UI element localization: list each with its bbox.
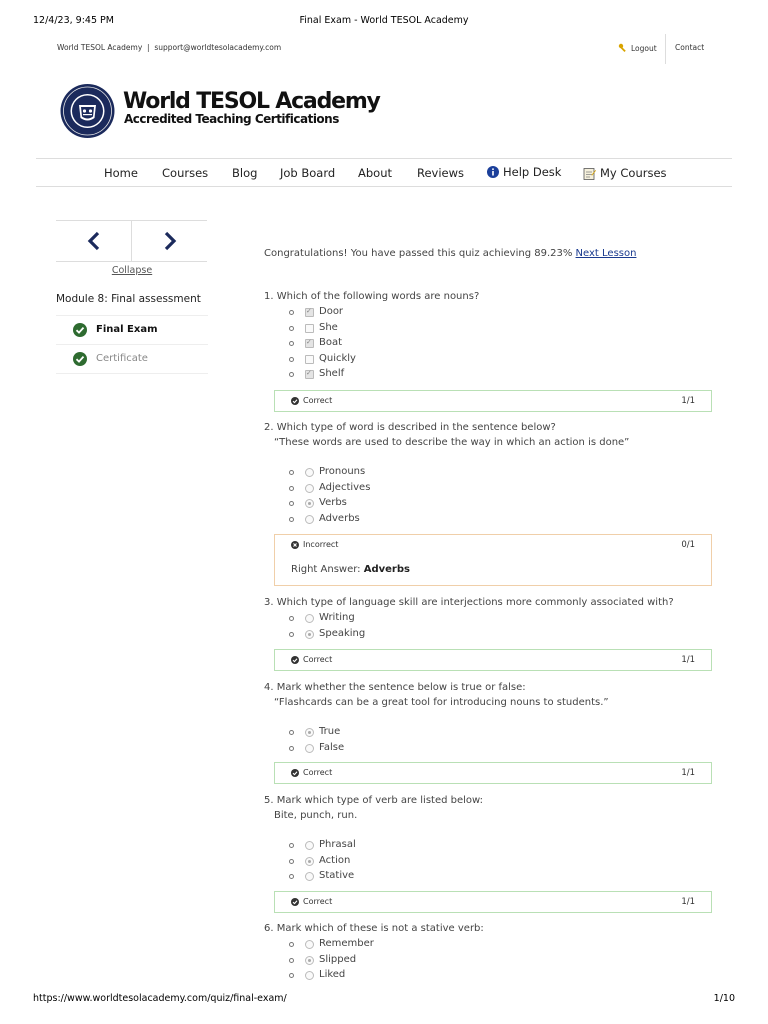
answer-option[interactable] (264, 480, 712, 496)
option-label: Speaking (319, 627, 366, 639)
answer-option[interactable] (264, 495, 712, 511)
logo-tagline: Accredited Teaching Certifications (124, 112, 339, 126)
question-score: 1/1 (681, 897, 695, 907)
result-label: Correct (303, 655, 333, 664)
result-status (291, 897, 332, 906)
nav-item-job-board[interactable] (280, 166, 335, 180)
right-answer-value: Adverbs (363, 564, 410, 575)
print-page-title: Final Exam - World TESOL Academy (299, 15, 469, 26)
print-datetime: 12/4/23, 9:45 PM (33, 15, 114, 26)
key-icon (618, 43, 628, 53)
option-label: Slipped (319, 953, 357, 965)
sidebar-item-final-exam[interactable] (56, 315, 208, 344)
answer-option[interactable] (264, 320, 712, 336)
contact-link[interactable]: Contact (675, 43, 705, 52)
nav-label: Home (104, 166, 138, 180)
checkbox[interactable] (305, 324, 314, 333)
question-text: 2. Which type of word is described in the sentence below? (264, 422, 556, 433)
pass-message (264, 248, 636, 259)
option-label: She (319, 321, 338, 333)
bullet-icon (289, 730, 294, 735)
radio-button[interactable] (305, 728, 314, 737)
answer-option[interactable] (264, 335, 712, 351)
answer-option[interactable] (264, 610, 712, 626)
nav-item-my-courses[interactable] (583, 166, 667, 180)
bullet-icon (289, 501, 294, 506)
answer-option[interactable] (264, 936, 712, 952)
info-icon (487, 166, 499, 178)
print-page-number: 1/10 (713, 993, 735, 1004)
radio-button[interactable] (305, 956, 314, 965)
answer-option[interactable] (264, 740, 712, 756)
next-lesson-button[interactable] (132, 227, 207, 255)
radio-button[interactable] (305, 971, 314, 980)
question-prompt: “These words are used to describe the way in which an action is done” (274, 437, 630, 448)
radio-button[interactable] (305, 940, 314, 949)
question-score: 0/1 (681, 540, 695, 550)
question-4 (264, 680, 712, 755)
radio-button[interactable] (305, 499, 314, 508)
sidebar-item-certificate[interactable] (56, 344, 208, 374)
bullet-icon (289, 632, 294, 637)
answer-option[interactable] (264, 626, 712, 642)
option-label: Shelf (319, 368, 345, 379)
bullet-icon (289, 874, 294, 879)
option-label: Pronouns (319, 466, 366, 477)
answer-option[interactable] (264, 351, 712, 367)
nav-item-help-desk[interactable] (487, 165, 561, 179)
checkbox[interactable] (305, 355, 314, 364)
radio-button[interactable] (305, 515, 314, 524)
question-text: 1. Which of the following words are nouns? (264, 291, 480, 302)
sidebar-item-label: Certificate (96, 353, 148, 364)
answer-option[interactable] (264, 967, 712, 983)
next-lesson-link[interactable]: Next Lesson (575, 248, 637, 259)
result-status (291, 768, 332, 777)
radio-button[interactable] (305, 872, 314, 881)
bullet-icon (289, 859, 294, 864)
answer-option[interactable] (264, 366, 712, 382)
bullet-icon (289, 372, 294, 377)
check-circle-icon (291, 397, 299, 405)
question-2 (264, 420, 712, 526)
result-box-correct (274, 649, 712, 671)
answer-option[interactable] (264, 952, 712, 968)
nav-item-reviews[interactable] (417, 166, 464, 180)
previous-lesson-button[interactable] (56, 227, 131, 255)
site-contact-info: World TESOL Academy | support@worldtesolacademy.com (57, 43, 282, 52)
answer-option[interactable] (264, 868, 712, 884)
print-header (0, 15, 768, 29)
radio-button[interactable] (305, 857, 314, 866)
option-label: Quickly (319, 352, 356, 364)
divider (665, 34, 666, 64)
module-title: Module 8: Final assessment (56, 293, 201, 305)
sidebar-item-label: Final Exam (96, 324, 158, 335)
nav-item-blog[interactable] (232, 166, 257, 180)
check-circle-icon (291, 769, 299, 777)
nav-label: About (358, 166, 393, 180)
option-label: Door (319, 306, 344, 317)
result-status (291, 396, 332, 405)
result-status (291, 655, 332, 664)
result-box-correct (274, 390, 712, 412)
bullet-icon (289, 843, 294, 848)
question-1 (264, 289, 712, 382)
check-circle-icon (73, 352, 87, 366)
right-answer (291, 564, 410, 575)
nav-label: Blog (232, 166, 258, 180)
question-score: 1/1 (681, 768, 695, 778)
answer-option[interactable] (264, 853, 712, 869)
question-score: 1/1 (681, 396, 695, 406)
question-text: 5. Mark which type of verb are listed below: (264, 795, 484, 806)
question-3 (264, 595, 712, 641)
print-url: https://www.worldtesolacademy.com/quiz/final-exam/ (33, 993, 287, 1004)
result-label: Correct (303, 768, 333, 777)
print-footer (0, 993, 768, 1007)
nav-item-about[interactable] (358, 166, 392, 180)
question-6 (264, 921, 712, 983)
option-label: Action (319, 854, 351, 866)
option-label: Adjectives (319, 481, 371, 493)
option-label: Writing (319, 612, 355, 623)
bullet-icon (289, 942, 294, 947)
bullet-icon (289, 616, 294, 621)
nav-label: Courses (162, 166, 209, 180)
bullet-icon (289, 470, 294, 475)
x-circle-icon (291, 541, 299, 549)
option-label: False (319, 741, 345, 753)
result-box-correct (274, 762, 712, 784)
logout-label: Logout (631, 43, 657, 53)
answer-option[interactable] (264, 511, 712, 527)
academy-seal-icon (59, 83, 116, 139)
option-label: Boat (319, 337, 343, 348)
radio-button[interactable] (305, 484, 314, 493)
result-box-correct (274, 891, 712, 913)
radio-button[interactable] (305, 744, 314, 753)
bullet-icon (289, 746, 294, 751)
radio-button[interactable] (305, 614, 314, 623)
pass-message-text: Congratulations! You have passed this quiz achieving 89.23% (264, 248, 573, 259)
answer-option[interactable] (264, 464, 712, 480)
option-label: Stative (319, 870, 355, 881)
bullet-icon (289, 486, 294, 491)
option-label: Liked (319, 969, 346, 980)
result-box-incorrect (274, 534, 712, 586)
logout-link[interactable] (618, 43, 657, 53)
bullet-icon (289, 517, 294, 522)
result-status (291, 540, 338, 549)
question-prompt: Bite, punch, run. (274, 810, 358, 821)
nav-label: My Courses (600, 166, 667, 180)
result-label: Incorrect (303, 540, 339, 549)
question-5 (264, 793, 712, 884)
radio-button[interactable] (305, 841, 314, 850)
checkbox[interactable] (305, 370, 314, 379)
main-nav (36, 158, 732, 187)
option-label: True (319, 726, 341, 737)
question-text: 4. Mark whether the sentence below is true or false: (264, 682, 526, 693)
bullet-icon (289, 341, 294, 346)
check-circle-icon (291, 656, 299, 664)
nav-label: Job Board (280, 166, 336, 180)
bullet-icon (289, 326, 294, 331)
question-score: 1/1 (681, 655, 695, 665)
nav-item-home[interactable] (104, 166, 138, 180)
checkbox[interactable] (305, 339, 314, 348)
option-label: Remember (319, 938, 374, 949)
option-label: Phrasal (319, 839, 356, 850)
utility-bar (0, 40, 768, 62)
nav-label: Reviews (417, 166, 465, 180)
lesson-pager (56, 220, 207, 262)
answer-option[interactable] (264, 304, 712, 320)
right-answer-label: Right Answer: (291, 564, 361, 575)
collapse-link[interactable]: Collapse (111, 265, 153, 276)
bullet-icon (289, 310, 294, 315)
nav-item-courses[interactable] (162, 166, 208, 180)
result-label: Correct (303, 897, 333, 906)
chevron-left-icon (87, 231, 101, 251)
answer-option[interactable] (264, 724, 712, 740)
option-label: Adverbs (319, 512, 360, 524)
result-label: Correct (303, 396, 333, 405)
site-logo[interactable] (59, 83, 380, 139)
question-text: 3. Which type of language skill are interjections more commonly associated with? (264, 597, 674, 608)
question-text: 6. Mark which of these is not a stative verb: (264, 923, 484, 934)
notepad-icon (583, 167, 596, 180)
question-prompt: “Flashcards can be a great tool for introducing nouns to students.” (274, 697, 609, 708)
bullet-icon (289, 357, 294, 362)
bullet-icon (289, 973, 294, 978)
check-circle-icon (73, 323, 87, 337)
nav-label: Help Desk (503, 165, 562, 179)
bullet-icon (289, 958, 294, 963)
checkbox[interactable] (305, 308, 314, 317)
radio-button[interactable] (305, 468, 314, 477)
option-label: Verbs (319, 497, 347, 508)
check-circle-icon (291, 898, 299, 906)
radio-button[interactable] (305, 630, 314, 639)
answer-option[interactable] (264, 837, 712, 853)
logo-title: World TESOL Academy (123, 89, 380, 114)
chevron-right-icon (163, 231, 177, 251)
